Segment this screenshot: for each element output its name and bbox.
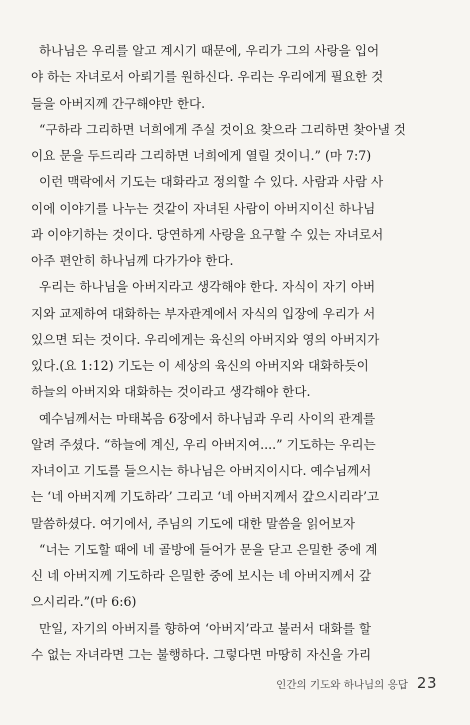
text-line: 신 네 아버지께 기도하라 은밀한 중에 보시는 네 아버지께서 갚 bbox=[31, 568, 372, 583]
page-footer bbox=[276, 674, 437, 692]
text-line: 으시리라.”(마 6:6) bbox=[31, 594, 137, 610]
text-line: 야 하는 자녀로서 아뢰기를 원하신다. 우리는 우리에게 필요한 것 bbox=[31, 69, 384, 85]
text-line: 있으면 되는 것이다. 우리에게는 육신의 아버지와 영의 아버지가 bbox=[31, 331, 380, 347]
text-line: “구하라 그리하면 너희에게 주실 것이요 찾으라 그리하면 찾아낼 것 bbox=[39, 121, 406, 137]
text-line: 들을 아버지께 간구해야만 한다. bbox=[31, 95, 206, 111]
running-head: 인간의 기도와 하나님의 응답 bbox=[276, 679, 408, 691]
text-line: 있다.(요 1:12) 기도는 이 세상의 육신의 아버지와 대화하듯이 bbox=[31, 358, 369, 373]
body-text bbox=[31, 38, 439, 668]
text-line: 말씀하셨다. 여기에서, 주님의 기도에 대한 말씀을 읽어보자 bbox=[31, 515, 355, 531]
text-line: 지와 교제하여 대화하는 부자관계에서 자식의 입장에 우리가 서 bbox=[31, 305, 376, 321]
text-line: 아주 편안히 하나님께 다가가야 한다. bbox=[31, 253, 234, 268]
text-line: 는 ‘네 아버지께 기도하라’ 그리고 ‘네 아버지께서 갚으시리라’고 bbox=[31, 489, 380, 505]
text-line: 수 없는 자녀라면 그는 불행하다. 그렇다면 마땅히 자신을 가리 bbox=[31, 646, 372, 662]
text-line: 과 이야기하는 것이다. 당연하게 사랑을 요구할 수 있는 자녀로서 bbox=[31, 226, 384, 242]
text-line: 예수님께서는 마태복음 6장에서 하나님과 우리 사이의 관계를 bbox=[39, 410, 376, 426]
text-line: 이요 문을 두드리라 그리하면 너희에게 열릴 것이니.” (마 7:7) bbox=[31, 148, 372, 163]
text-line: 자녀이고 기도를 들으시는 하나님은 아버지이시다. 예수님께서 bbox=[31, 463, 372, 478]
text-line: 우리는 하나님을 아버지라고 생각해야 한다. 자식이 자기 아버 bbox=[39, 279, 376, 295]
page-number: 23 bbox=[416, 674, 437, 692]
text-line: “너는 기도할 때에 네 골방에 들어가 문을 닫고 은밀한 중에 계 bbox=[39, 541, 378, 557]
text-line: 하나님은 우리를 알고 계시기 때문에, 우리가 그의 사랑을 입어 bbox=[39, 43, 380, 58]
text-line: 하늘의 아버지와 대화하는 것이라고 생각해야 한다. bbox=[31, 384, 311, 400]
text-line: 이에 이야기를 나누는 것같이 자녀된 사람이 아버지이신 하나님 bbox=[31, 200, 376, 216]
text-line: 알려 주셨다. “하늘에 계신, 우리 아버지여....” 기도하는 우리는 bbox=[31, 436, 376, 452]
text-line: 만일, 자기의 아버지를 향하여 ‘아버지’라고 불러서 대화를 할 bbox=[39, 620, 372, 636]
text-line: 이런 맥락에서 기도는 대화라고 정의할 수 있다. 사람과 사람 사 bbox=[39, 174, 384, 190]
